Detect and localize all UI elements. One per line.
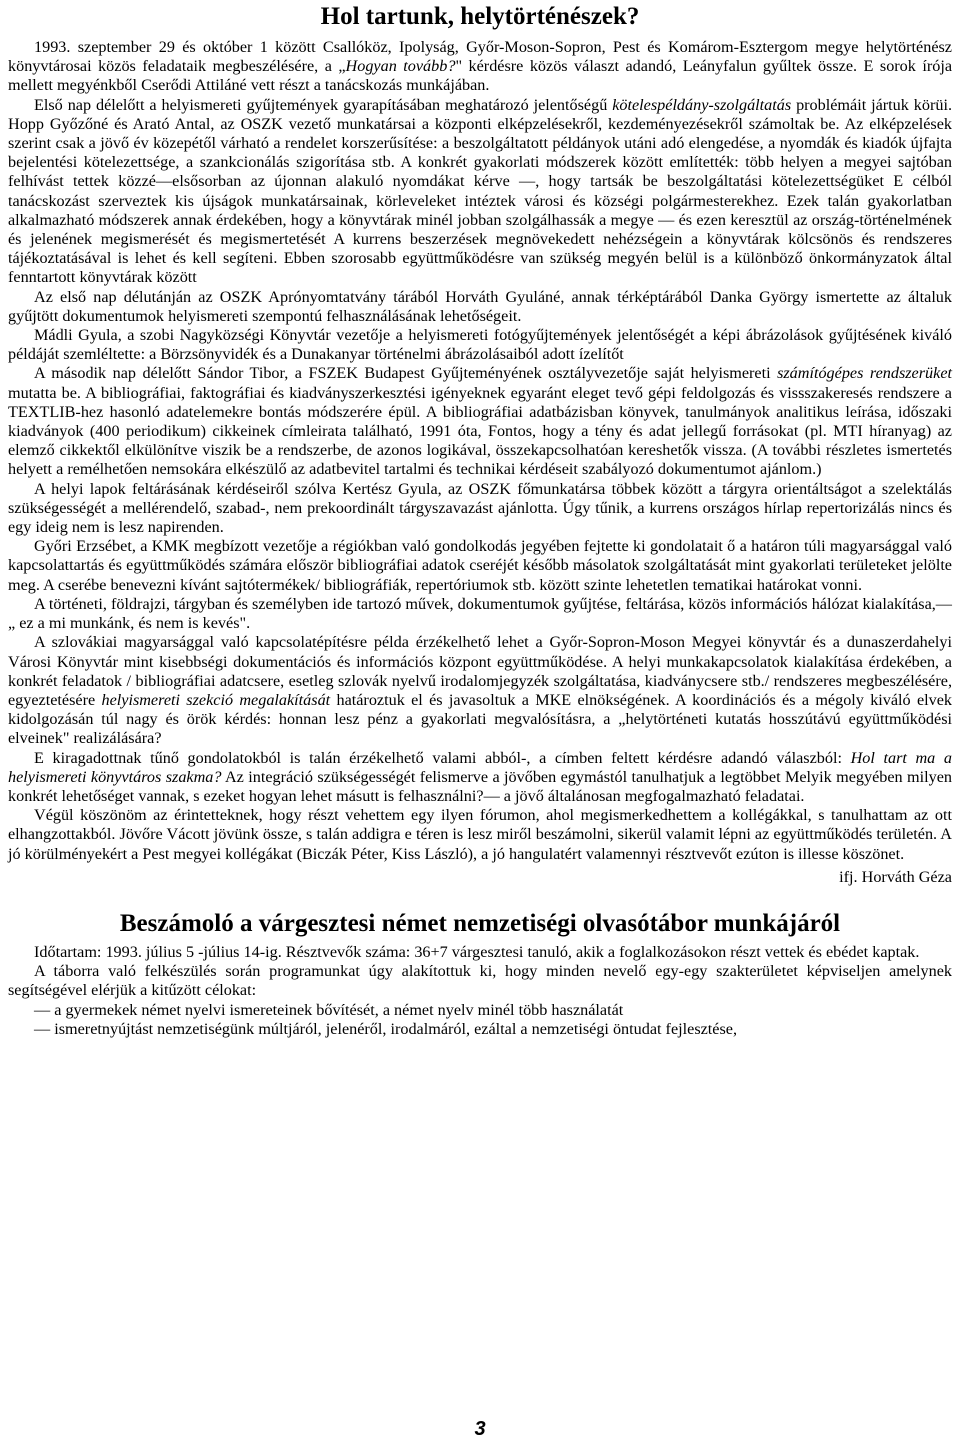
- italic-text: Hol tart ma a helyismereti könyvtáros szakma?: [8, 748, 952, 786]
- italic-text: kötelespéldány-szolgáltatás: [612, 95, 792, 114]
- paragraph: [8, 288, 952, 326]
- article-1-signature: ifj. Horváth Géza: [839, 867, 952, 886]
- document-page: [8, 0, 952, 1039]
- list-item: — ismeretnyújtást nemzetiségünk múltjáról, jelenéről, irodalmáról, ezáltal a nemzetiségi öntudat fejlesztése,: [34, 1019, 738, 1038]
- text-run: 1993. szeptember 29 és október 1 között Csallóköz, Ipolyság, Győr-Moson-Sopron, Pest és Komárom-Esztergom megye helytörténész könyvtárosai közös feladataik megbeszélésére, a „: [8, 38, 952, 76]
- paragraph: [8, 749, 952, 807]
- text-run: " kérdésre közös választ adandó, Leányfalun gyűltek össze. E sorok írója mellett megyénkből Cserődi Attiláné vett részt a tanácskozás munkájában.: [8, 57, 953, 95]
- text-run: A történeti, földrajzi, tárgyban és személyben ide tartozó művek, dokumentumok gyűjtése, feltárása, közös információs hálózat kialakítása,—„ ez a mi munkánk, és nem is kevés".: [8, 594, 952, 633]
- article-2-title: Beszámoló a várgesztesi német nemzetiségi olvasótábor munkájáról: [119, 909, 841, 937]
- article-2-list: [8, 1001, 952, 1039]
- text-run: A helyi lapok feltárásának kérdéseiről szólva Kertész Gyula, az OSZK főmunkatársa többek között a tárgyra orientáltságot a szelektálás szükségességét a mellérendelő, szabad-, nem prekoordinált tárgyszavazást ajánlotta. Úgy tűnik, a kurrens országos hírlap repertorizálás nincs és egy ideig nem is lesz napirenden.: [8, 479, 952, 537]
- list-item: — a gyermekek német nyelvi ismereteinek bővítését, a német nyelv minél több használatát: [34, 1000, 624, 1019]
- paragraph: [8, 633, 952, 748]
- article-1-body: [8, 38, 952, 864]
- article-2-body: [8, 943, 952, 1001]
- italic-text: Hogyan tovább?: [345, 57, 456, 76]
- paragraph: [8, 806, 952, 864]
- text-run: Első nap délelőtt a helyismereti gyűjtemények gyarapításában meghatározó jelentőségű: [34, 95, 613, 114]
- paragraph: [8, 962, 952, 1000]
- italic-text: számítógépes rendszerüket: [777, 364, 952, 383]
- italic-text: helyismereti szekció megalakítását: [101, 690, 331, 709]
- text-run: Mádli Gyula, a szobi Nagyközségi Könyvtár vezetője a helyismereti fotógyűjtemények jelentőségét a képi ábrázolások gyűjtésének kiváló példáját szemléltette: a Börzsönyvidék és a Dunakanyar történelmi ábrázolásaiból adott ízelítőt: [8, 326, 952, 364]
- page-number: 3: [474, 1418, 486, 1440]
- text-run: mutatta be. A bibliográfiai, faktográfiai és kiadványszerkesztési igényeknek egyaránt eleget tevő gépi feldolgozás és vissszakeresés rendszere a TEXTLIB-hez hasonló adatelemekre bontás módszerére épül. A bibliográfiai adatbázisban könyvek, tanulmányok analitikus leírása, időszaki kiadványok (400 periodikum) cikkeinek címleirata található, 1991 óta, Fontos, hogy a tény és adat jellegű forrásokat (pl. MTI híranyag) az elemző cikkektől elkülönítve viszik be a rendszerbe, de azonos logikával, összekapcsolhatóan kereshetők vissza. (A további részletes ismertetés helyett a remélhetően nemsokára elkészülő az adatbevitel tartalmi és technikai kérdéseit szabályozó dokumentumot ajánlom.): [8, 383, 952, 479]
- text-run: A táborra való felkészülés során programunkat úgy alakítottuk ki, hogy minden nevelő egy-egy szakterületet képviseljen amelynek segítségével elérjük a kitűzött célokat:: [8, 962, 952, 1000]
- article-1-title: Hol tartunk, helytörténészek?: [320, 3, 640, 30]
- text-run: Időtartam: 1993. július 5 -július 14-ig. Résztvevők száma: 36+7 várgesztesi tanuló, akik a foglalkozásokon részt vettek és ebédet kaptak.: [34, 942, 920, 961]
- text-run: A második nap délelőtt Sándor Tibor, a FSZEK Budapest Gyűjteményének osztályvezetője saját helyismereti: [34, 364, 778, 383]
- paragraph: [8, 364, 952, 479]
- paragraph: [8, 480, 952, 538]
- paragraph: [8, 943, 952, 962]
- text-run: Győri Erzsébet, a KMK megbízott vezetője a régiókban való gondolkodás jegyében fejtette ki gondolatait ő a határon túli magyarsággal való kapcsolattartás és együttműködés számára először bibliográfiai adatok cseréjét később másolatok szolgáltatását mint gyakorlati területeket jelölte meg. A cserébe benevezni kívánt sajtótermékek/ bibliográfiák, repertóriumok stb. között szinte lehetetlen tematikai határokat vonni.: [8, 537, 952, 594]
- text-run: A szlovákiai magyarsággal való kapcsolatépítésre példa érzékelhető lehet a Győr-Sopron-Moson Megyei könyvtár és a dunaszerdahelyi Városi Könyvtár mint kisebbségi dokumentációs és információs központ együttműködése. A helyi munkakapcsolatok kialakítása érdekében, a konkrét feladatok / bibliográfiai adatcsere, esetleg szlovák nyelvű irodalomjegyzék szolgáltatása, kiadványcsere stb./ rendszeres megbeszélésére, egyeztetésére: [8, 633, 952, 709]
- paragraph: [8, 326, 952, 364]
- text-run: határoztuk el és javasoltuk a MKE elnökségének. A koordinációs és a mégoly kiváló elvek kidolgozásán túl nagy és örök kérdés: honnan lesz pénz a gyakorlati megvalósításra, a „helytörténeti kutatás hosszútávú együttműködési elveinek" realizálására?: [8, 690, 953, 748]
- text-run: Végül köszönöm az érintetteknek, hogy részt vehettem egy ilyen fórumon, ahol megismerkedhettem a kollégákkal, s tanulhattam az ott elhangzottakból. Jövőre Vácott jövünk össze, s talán addigra e téren is lesz miről beszámolni, sikerül valamit lépni az együttműködés területén. A jó körülményekért a Pest megyei kollégákat (Biczák Péter, Kiss László), a jó hangulatért valamennyi résztvevőt ezúton is illesse köszönet.: [8, 806, 952, 863]
- paragraph: [8, 38, 952, 96]
- text-run: problémáit jártuk körüi. Hopp Győzőné és Arató Antal, az OSZK vezető munkatársai a központi elképzelésekről, kezdeményezésekről számoltak be. Az elképzelések szerint csak a jövő év közepétől várható a rendelet korszerűsítése: a beszolgáltatott példányok utáni adó elengedése, a nyomdák és kiadók újfajta bejelentési kötelezettsége, a szankcionálás szigorítása stb. A konkrét gyakorlati módszerek között említették: több helyen a megyei sajtóban felhívást tettek közzé—elsősorban az újonnan alakuló nyomdákat kérve —, hogy tartsák be beszolgáltatási kötelezettségüket E célból tanácskozást szerveztek kis újságok munkatársainak, körleveleket intéztek városi és községi polgármesterekhez. Ezek talán gyakorlatban alkalmazható módszerek annak érdekében, hogy a könyvtárak minél jobban szolgálhassák a megye — és ezen keresztül az ország-történelmének és jelenének megismerését és megismertetését A kurrens beszerzések megnövekedett nehézségein a könyvtárak kölcsönös és rendszeres tájékoztatásával is lehet és kell segíteni. Ebben szorosabb együttműködésre van szükség megyén belül is a különböző önkormányzatok által fenntartott könyvtárak között: [8, 95, 952, 287]
- paragraph: [8, 96, 952, 288]
- text-run: E kiragadottnak tűnő gondolatokból is talán érzékelhető valami abból-, a címben feltett kérdésre adandó válaszból:: [34, 748, 851, 767]
- text-run: Az első nap délutánján az OSZK Aprónyomtatvány tárából Horváth Gyuláné, annak térképtárából Danka György ismertette az általuk gyűjtött dokumentumok helyismereti szempontú felhasználásának lehetőségeit.: [8, 287, 952, 325]
- paragraph: [8, 537, 952, 595]
- paragraph: [8, 595, 952, 633]
- text-run: Az integráció szükségességét felismerve a jövőben egymástól tanulhatjuk a legtöbbet Melyik megyében milyen konkrét lehetőséget vannak, s ezeket hogyan lehet másutt is felhasználni?— a jövő általánosan megfogalmazható feladatai.: [8, 767, 952, 805]
